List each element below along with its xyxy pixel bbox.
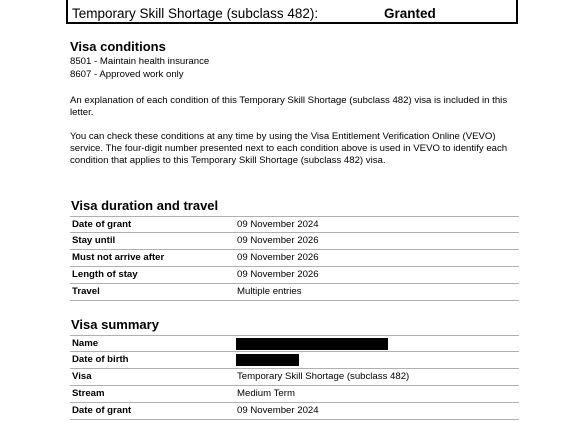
table-row (70, 335, 519, 352)
condition-item: 8607 - Approved work only (70, 68, 184, 80)
redacted-date-of-birth (236, 354, 299, 366)
conditions-explanation: An explanation of each condition of this Temporary Skill Shortage (subclass 482) visa is included in this letter. (70, 95, 508, 118)
visa-grant-box (66, 0, 518, 24)
row-value: Medium Term (237, 388, 295, 399)
visa-name: Temporary Skill Shortage (subclass 482): (72, 6, 319, 21)
table-row (70, 250, 519, 267)
table-row (70, 233, 519, 250)
table-row (70, 352, 519, 369)
row-label: Length of stay (72, 269, 138, 280)
row-label: Date of grant (72, 405, 132, 416)
table-row (70, 216, 519, 233)
table-row (70, 403, 519, 420)
row-label: Date of birth (72, 354, 129, 365)
row-value: 09 November 2026 (237, 252, 319, 263)
row-value: 09 November 2026 (237, 269, 319, 280)
row-value: 09 November 2024 (237, 219, 319, 230)
summary-table (70, 335, 519, 420)
redacted-name (236, 338, 388, 350)
conditions-list (70, 56, 209, 81)
row-value: 09 November 2026 (237, 235, 319, 246)
row-label: Travel (72, 286, 100, 297)
row-label: Date of grant (72, 219, 132, 230)
row-value: Multiple entries (237, 286, 302, 297)
table-row (70, 267, 519, 284)
visa-duration-heading: Visa duration and travel (71, 198, 219, 213)
row-value: Temporary Skill Shortage (subclass 482) (237, 371, 410, 382)
row-label: Name (72, 338, 99, 349)
row-label: Visa (72, 371, 92, 382)
row-label: Stream (72, 388, 105, 399)
visa-conditions-heading: Visa conditions (70, 39, 166, 54)
vevo-paragraph: You can check these conditions at any time by using the Visa Entitlement Verification Online (VEVO) service. The four-digit number presented next to each condition above is used in VEVO to identify each condition that applies to this Temporary Skill Shortage (subclass 482) visa. (70, 131, 508, 166)
table-row (70, 284, 519, 301)
duration-table (70, 216, 519, 301)
condition-item: 8501 - Maintain health insurance (70, 56, 210, 67)
table-row (70, 386, 519, 403)
visa-summary-heading: Visa summary (71, 317, 159, 332)
grant-status: Granted (384, 6, 436, 21)
row-label: Must not arrive after (72, 252, 165, 263)
table-row (70, 369, 519, 386)
row-label: Stay until (72, 235, 116, 246)
row-value: 09 November 2024 (237, 405, 319, 416)
